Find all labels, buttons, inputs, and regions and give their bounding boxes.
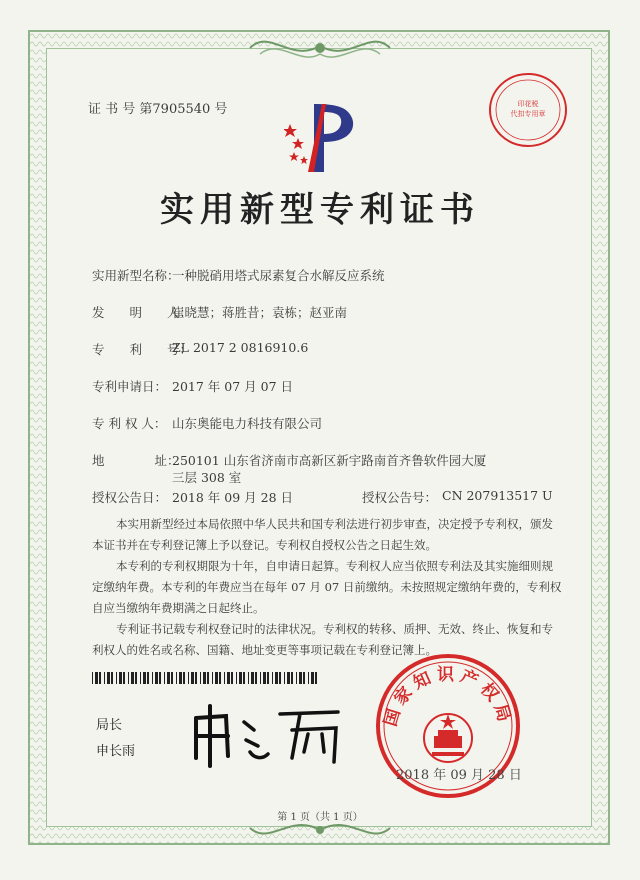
grant-number-value: CN 207913517 U xyxy=(442,488,553,503)
patent-number-label: 专 利 号： xyxy=(92,342,193,357)
filing-date-value: 2017 年 07 月 07 日 xyxy=(172,379,293,394)
patentee-label: 专 利 权 人： xyxy=(92,416,167,431)
inventor-label: 发 明 人： xyxy=(92,305,193,320)
svg-text:国家知识产权局: 国家知识产权局 xyxy=(380,665,516,729)
utility-name-label: 实用新型名称： xyxy=(92,268,180,283)
grant-date-value: 2018 年 09 月 28 日 xyxy=(172,490,293,505)
utility-name-value: 一种脱硝用塔式尿素复合水解反应系统 xyxy=(172,268,385,283)
seal-date: 2018 年 09 月 28 日 xyxy=(396,768,522,783)
page-indicator: 第 1 页（共 1 页） xyxy=(277,812,363,823)
address-label: 地 址： xyxy=(92,453,180,468)
svg-text:代扣专用章: 代扣专用章 xyxy=(510,110,546,118)
filing-date-label: 专利申请日： xyxy=(92,379,168,394)
address-line1: 250101 山东省济南市高新区新宇路南首齐鲁软件园大厦 xyxy=(172,453,487,468)
grant-date-label: 授权公告日： xyxy=(92,490,168,505)
director-title: 局长 xyxy=(96,718,123,733)
tax-stamp xyxy=(486,70,570,150)
top-ornament xyxy=(240,28,400,68)
certificate-number: 证 书 号 第7905540 号 xyxy=(88,102,228,117)
address-line2: 三层 308 室 xyxy=(172,470,242,485)
paragraph-grant: 本实用新型经过本局依照中华人民共和国专利法进行初步审查，决定授予专利权，颁发本证书并在专利登记簿上予以登记。专利权自授权公告之日起生效。 xyxy=(92,517,553,552)
grant-number-label: 授权公告号： xyxy=(362,490,438,505)
director-name: 申长雨 xyxy=(96,744,136,759)
patentee-value: 山东奥能电力科技有限公司 xyxy=(172,416,323,431)
barcode xyxy=(92,672,318,684)
certificate-title: 实用新型专利证书 xyxy=(160,190,480,230)
patent-number-value: ZL 2017 2 0816910.6 xyxy=(172,340,309,355)
inventor-value: 崔晓慧；蒋胜昔；袁栋；赵亚南 xyxy=(172,305,348,320)
patent-office-logo xyxy=(284,98,364,176)
svg-text:印花税: 印花税 xyxy=(517,100,539,108)
paragraph-term: 本专利的专利权期限为十年，自申请日起算。专利权人应当依照专利法及其实施细则规定缴纳年费。本专利的年费应当在每年 07 月 07 日前缴纳。未按照规定缴纳年费的，专利权自应当缴纳年费期满之日起终止。 xyxy=(92,559,562,615)
paragraph-status: 专利证书记载专利权登记时的法律状况。专利权的转移、质押、无效、终止、恢复和专利权人的姓名或名称、国籍、地址变更等事项记载在专利登记簿上。 xyxy=(92,622,553,657)
director-signature xyxy=(188,700,348,770)
